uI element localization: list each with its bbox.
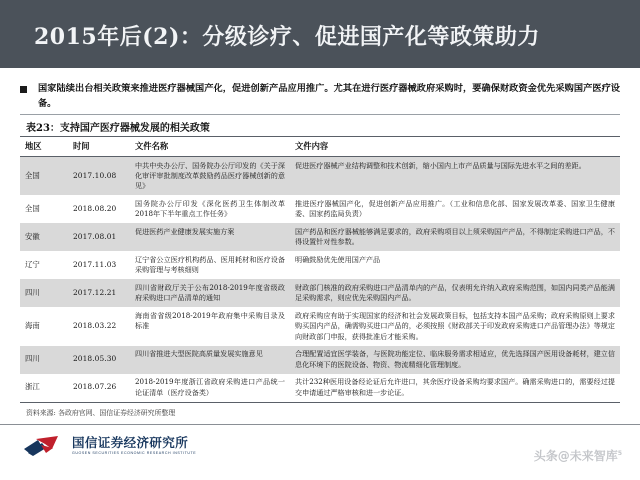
table-header [20, 137, 620, 157]
divider-under-bullet [20, 114, 620, 115]
cell-date: 2018.05.30 [68, 346, 130, 374]
cell-date: 2017.12.21 [68, 279, 130, 307]
logo-text-block [72, 434, 197, 456]
table-bottom-divider [20, 402, 620, 403]
table-row [20, 346, 620, 374]
col-header-date: 时间 [68, 137, 130, 157]
table-row [20, 307, 620, 345]
cell-region: 四川 [20, 279, 68, 307]
cell-document-name: 中共中央办公厅、国务院办公厅印发的《关于深化审评审批制度改革鼓励药品医疗器械创新的意见》 [130, 157, 290, 196]
cell-document-name: 国务院办公厅印发《深化医药卫生体制改革2018年下半年重点工作任务》 [135, 198, 285, 219]
cell-date: 2018.03.22 [73, 321, 117, 331]
cell-document-content: 共计232种医用设备经论证后允许进口，其余医疗设备采购均要求国产。确需采购进口的，需要经过提交申请通过严格审核和进一步论证。 [295, 377, 615, 397]
cell-document-name: 2018-2019年度浙江省政府采购进口产品统一论证清单（医疗设备类） [135, 377, 285, 397]
table-row [20, 251, 620, 279]
table-row [20, 374, 620, 402]
table-row [20, 157, 620, 196]
source-note: 资料来源: 各政府官网、国信证券经济研究所整理 [26, 409, 176, 417]
table-header-row [20, 137, 620, 157]
cell-date: 2017.11.03 [73, 259, 117, 269]
cell-document-content: 合理配置适宜医学装备，与医院功能定位、临床服务需求相适应，优先选择国产医用设备耗材，建立信息化环境下的医院设备、物资、物流精细化管理制度。 [290, 346, 620, 374]
cell-document-name: 海南省省级2018-2019年政府集中采购目录及标准 [135, 310, 285, 331]
table-row [20, 223, 620, 251]
cell-document-content: 促进医疗器械产业结构调整和技术创新，缩小国内上市产品质量与国际先进水平之间的差距。 [290, 157, 620, 196]
cell-document-content: 推进医疗器械国产化，促进创新产品应用推广。（工业和信息化部、国家发展改革委、国家卫生健康委、国家药监局负责） [295, 198, 615, 219]
cell-region: 全国 [25, 203, 40, 213]
cell-region: 安徽 [20, 223, 68, 251]
watermark-page-number: 5 [617, 450, 622, 457]
brand-logo [22, 434, 196, 458]
watermark-text: 头条@未来智库 [533, 449, 618, 463]
cell-region: 海南 [25, 321, 40, 331]
guosen-arrow-logo-icon [22, 434, 66, 458]
watermark [534, 447, 622, 464]
cell-document-name: 四川省财政厅关于公布2018-2019年度省级政府采购进口产品清单的通知 [130, 279, 290, 307]
cell-region: 全国 [20, 157, 68, 196]
cell-document-name: 四川省推进大型医院高质量发展实施意见 [130, 346, 290, 374]
cell-region: 浙江 [25, 382, 40, 392]
footer-divider [0, 424, 640, 425]
bullet-paragraph [20, 82, 620, 112]
table-body [20, 157, 620, 402]
table-row [20, 279, 620, 307]
cell-region: 四川 [20, 346, 68, 374]
cell-document-name: 促进医药产业健康发展实施方案 [130, 223, 290, 251]
policy-table-wrapper [20, 136, 620, 402]
page-title: 2015年后(2)：分级诊疗、促进国产化等政策助力 [34, 24, 540, 50]
cell-document-name: 辽宁省公立医疗机构药品、医用耗材和医疗设备采购管理与考核细则 [135, 254, 285, 275]
square-bullet-icon [20, 86, 27, 93]
bullet-paragraph-text: 国家陆续出台相关政策来推进医疗器械国产化，促进创新产品应用推广。尤其在进行医疗器械政府采购时，要确保财政资金优先采购国产医疗设备。 [38, 83, 620, 109]
col-header-name: 文件名称 [130, 137, 290, 157]
logo-name-cn: 国信证券经济研究所 [72, 434, 189, 450]
cell-date: 2017.10.08 [68, 157, 130, 196]
table-caption: 表23：支持国产医疗器械发展的相关政策 [26, 123, 210, 134]
cell-date: 2018.08.20 [73, 203, 117, 213]
cell-date: 2018.07.26 [73, 382, 117, 392]
col-header-region: 地区 [20, 137, 68, 157]
cell-document-content: 政府采购应有助于实现国家的经济和社会发展政策目标，包括支持本国产品采购；政府采购原则上要求购买国内产品，确需购买进口产品的，必须按照《财政部关于印发政府采购进口产品管理办法》等规定向财政部门申报，获得批准后才能采购。 [295, 310, 615, 341]
col-header-content: 文件内容 [290, 137, 620, 157]
logo-name-en: GUOSEN SECURITIES ECONOMIC RESEARCH INSTITUTE [72, 450, 197, 455]
slide-header-band [0, 0, 640, 68]
cell-document-content: 明确鼓励优先使用国产产品 [295, 254, 381, 264]
cell-date: 2017.08.01 [68, 223, 130, 251]
cell-region: 辽宁 [25, 259, 40, 269]
cell-document-content: 财政部门核准的政府采购进口产品清单内的产品，仅表明允许纳入政府采购范围，如国内同类产品能满足采购需求，则应优先采购国内产品。 [290, 279, 620, 307]
cell-document-content: 国产药品和医疗器械能够满足要求的，政府采购项目以上须采购国产产品，不得制定采购进口产品，不得设置针对性参数。 [290, 223, 620, 251]
table-row [20, 195, 620, 223]
policy-table [20, 136, 620, 402]
